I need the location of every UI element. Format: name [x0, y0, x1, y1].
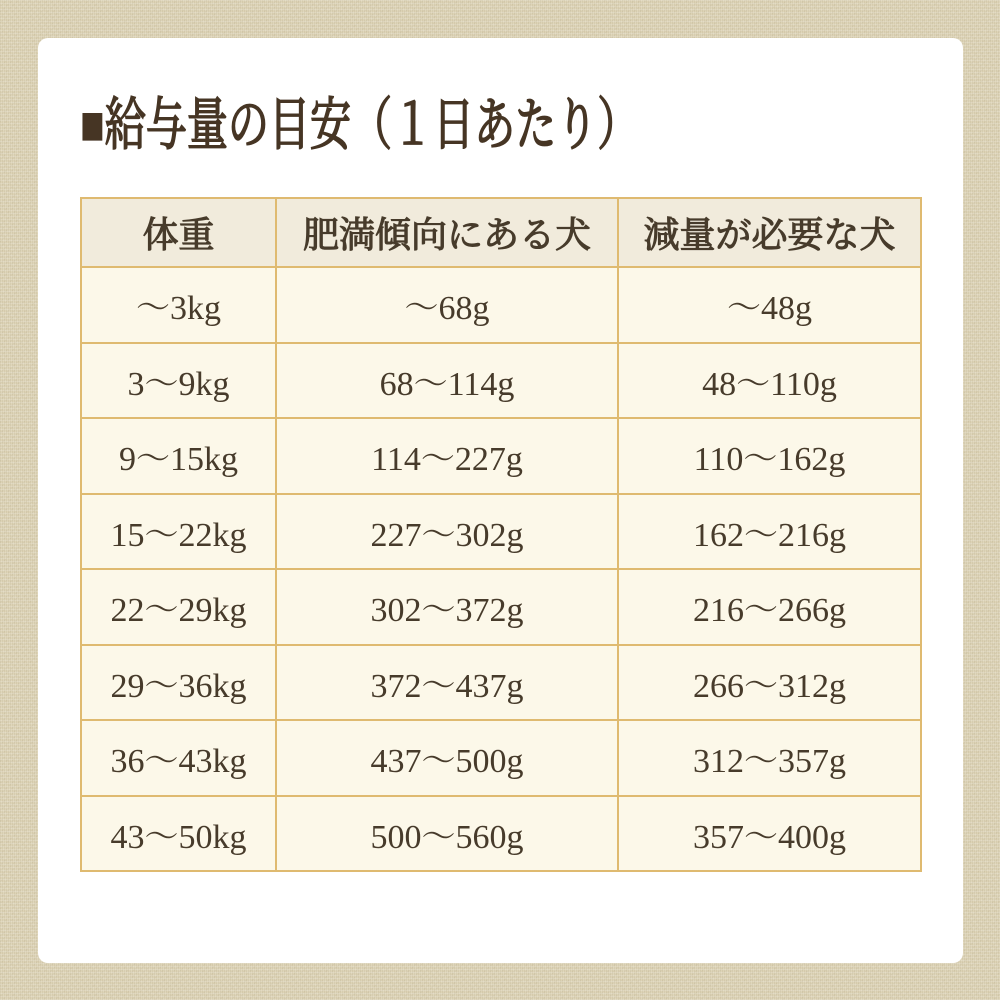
table-cell: 110～162g — [618, 418, 921, 494]
table-header — [81, 198, 921, 267]
table-row — [81, 267, 921, 343]
table-row — [81, 343, 921, 419]
table-cell: 312～357g — [618, 720, 921, 796]
table-row — [81, 494, 921, 570]
feeding-guide-table-wrap — [80, 197, 922, 872]
table-cell: 68～114g — [276, 343, 618, 419]
header-row — [81, 198, 921, 267]
table-cell: ～3kg — [81, 267, 276, 343]
table-cell: 372～437g — [276, 645, 618, 721]
table-cell: 29～36kg — [81, 645, 276, 721]
table-cell: 48～110g — [618, 343, 921, 419]
table-cell: 114～227g — [276, 418, 618, 494]
table-cell: 216～266g — [618, 569, 921, 645]
table-cell: 9～15kg — [81, 418, 276, 494]
table-cell: 162～216g — [618, 494, 921, 570]
table-row — [81, 645, 921, 721]
table-cell: 437～500g — [276, 720, 618, 796]
table-row — [81, 720, 921, 796]
table-cell: 302～372g — [276, 569, 618, 645]
header-diet-dog: 減量が必要な犬 — [618, 198, 921, 267]
table-row — [81, 796, 921, 872]
feeding-guide-table — [80, 197, 922, 872]
table-cell: 500～560g — [276, 796, 618, 872]
table-cell: 43～50kg — [81, 796, 276, 872]
table-cell: 266～312g — [618, 645, 921, 721]
header-weight: 体重 — [81, 198, 276, 267]
table-cell: 36～43kg — [81, 720, 276, 796]
table-row — [81, 569, 921, 645]
table-cell: 22～29kg — [81, 569, 276, 645]
table-cell: ～48g — [618, 267, 921, 343]
table-body — [81, 267, 921, 871]
table-row — [81, 418, 921, 494]
section-title: ■給与量の目安（１日あたり） — [80, 93, 639, 157]
table-cell: 357～400g — [618, 796, 921, 872]
table-cell: 3～9kg — [81, 343, 276, 419]
content-card — [38, 38, 963, 963]
table-cell: ～68g — [276, 267, 618, 343]
table-cell: 15～22kg — [81, 494, 276, 570]
table-cell: 227～302g — [276, 494, 618, 570]
header-overweight-dog: 肥満傾向にある犬 — [276, 198, 618, 267]
